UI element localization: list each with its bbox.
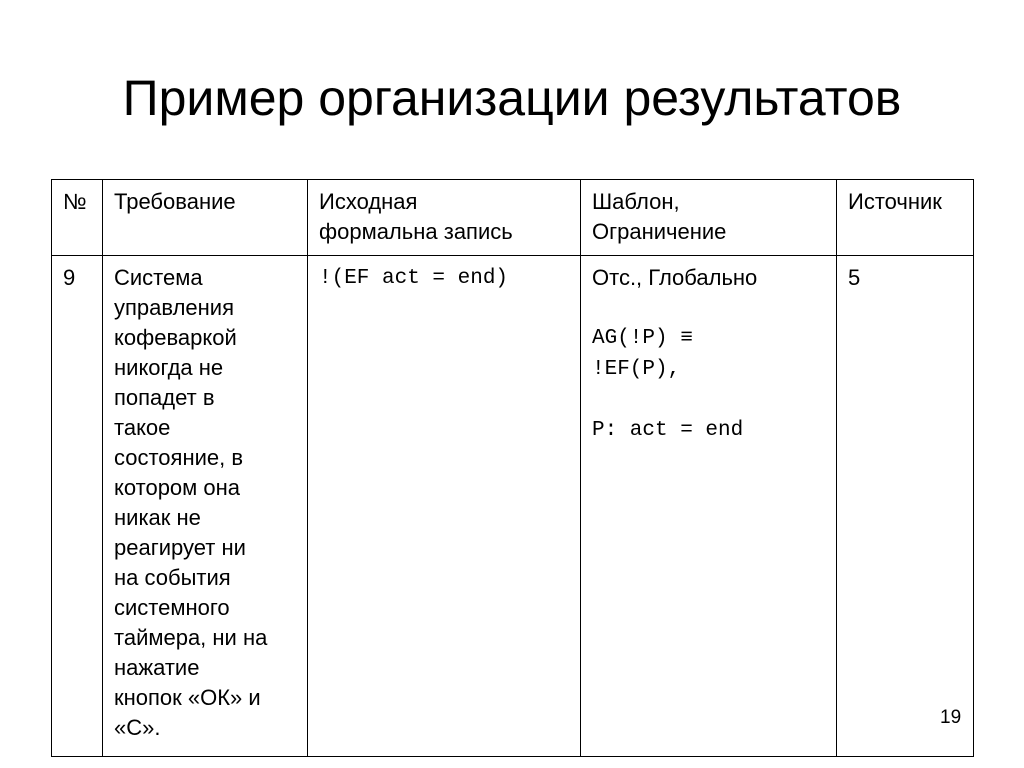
header-pattern-line2: Ограничение xyxy=(592,219,727,244)
cell-source: 5 xyxy=(837,256,974,757)
pattern-title: Отс., Глобально xyxy=(592,265,758,290)
pattern-formula-line2: !EF(P), xyxy=(592,358,681,381)
header-formal-record-line1: Исходная xyxy=(319,189,418,214)
pattern-formula-line1: AG(!P) ≡ xyxy=(592,327,693,350)
requirement-line: состояние, в xyxy=(114,445,244,470)
cell-number: 9 xyxy=(52,256,103,757)
pattern-definition: P: act = end xyxy=(592,419,744,442)
requirement-line: никогда не xyxy=(114,355,224,380)
requirement-line: «С». xyxy=(114,715,161,740)
table-header-row xyxy=(52,180,974,256)
requirement-line: попадет в xyxy=(114,385,215,410)
slide-title: Пример организации результатов xyxy=(122,70,902,126)
requirement-line: никак не xyxy=(114,505,201,530)
header-formal-record xyxy=(308,180,581,256)
header-pattern xyxy=(581,180,837,256)
requirement-line: реагирует ни xyxy=(114,535,246,560)
header-source: Источник xyxy=(837,180,974,256)
page-number: 19 xyxy=(940,707,962,728)
requirement-line: системного xyxy=(114,595,230,620)
requirement-line: на события xyxy=(114,565,231,590)
pattern-spacer xyxy=(592,385,826,415)
table-row xyxy=(52,256,974,757)
requirement-line: таймера, ни на xyxy=(114,625,268,650)
requirement-line: Система xyxy=(114,265,203,290)
requirement-line: кнопок «ОК» и xyxy=(114,685,261,710)
cell-formal-record xyxy=(308,256,581,757)
header-requirement: Требование xyxy=(103,180,308,256)
requirement-line: котором она xyxy=(114,475,241,500)
cell-pattern xyxy=(581,256,837,757)
cell-requirement xyxy=(103,256,308,757)
requirement-line: кофеваркой xyxy=(114,325,237,350)
requirement-text xyxy=(114,263,297,743)
requirement-line: такое xyxy=(114,415,171,440)
formal-record-formula: !(EF act = end) xyxy=(319,267,509,290)
header-formal-record-line2: формальна запись xyxy=(319,219,513,244)
pattern-spacer xyxy=(592,293,826,323)
requirement-line: управления xyxy=(114,295,234,320)
header-pattern-line1: Шаблон, xyxy=(592,189,680,214)
results-table xyxy=(51,179,974,757)
header-number: № xyxy=(52,180,103,256)
requirement-line: нажатие xyxy=(114,655,200,680)
